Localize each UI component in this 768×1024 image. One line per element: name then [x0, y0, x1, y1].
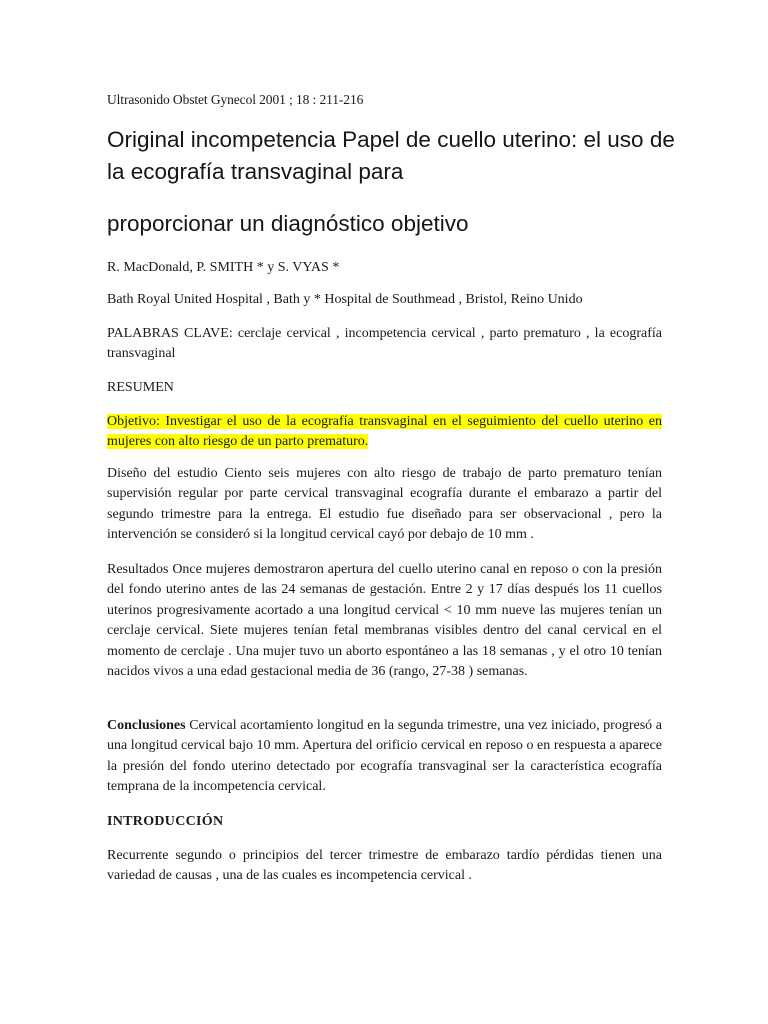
objetivo-paragraph [107, 412, 662, 453]
introduccion-heading: INTRODUCCIÓN [107, 814, 224, 829]
article-title: Original incompetencia Papel de cuello uterino: el uso de la ecografía transvaginal para [107, 127, 675, 184]
conclusiones-paragraph [107, 716, 662, 798]
conclusiones-text: Cervical acortamiento longitud en la segunda trimestre, una vez iniciado, progresó a una longitud cervical bajo 10 mm. Apertura del orificio cervical en reposo o en respuesta a aparece la presión del fondo uterino detectado por ecografía transvaginal ser la característica ecografía temprana de la incompetencia cervical. [107, 718, 662, 795]
keywords: PALABRAS CLAVE: cerclaje cervical , incompetencia cervical , parto prematuro , la ecografía transvaginal [107, 326, 662, 362]
highlighted-text: Objetivo: Investigar el uso de la ecografía transvaginal en el seguimiento del cuello uterino en mujeres con alto riesgo de un parto prematuro. [107, 414, 662, 450]
conclusiones-label: Conclusiones [107, 718, 186, 733]
authors: R. MacDonald, P. SMITH * y S. VYAS * [107, 260, 340, 275]
affiliation: Bath Royal United Hospital , Bath y * Hospital de Southmead , Bristol, Reino Unido [107, 292, 583, 307]
introduccion-paragraph: Recurrente segundo o principios del tercer trimestre de embarazo tardío pérdidas tienen una variedad de causas , una de las cuales es incompetencia cervical . [107, 848, 662, 884]
diseno-paragraph: Diseño del estudio Ciento seis mujeres con alto riesgo de trabajo de parto prematuro tenían supervisión regular por parte cervical transvaginal ecografía durante el embarazo a partir del segundo trimestre para la entrega. El estudio fue diseñado para ser observacional , pero la intervención se consideró si la longitud cervical cayó por debajo de 10 mm . [107, 466, 662, 543]
resumen-heading: RESUMEN [107, 380, 174, 395]
resultados-paragraph: Resultados Once mujeres demostraron apertura del cuello uterino canal en reposo o con la presión del fondo uterino antes de las 24 semanas de gestación. Entre 2 y 17 días después los 11 cuellos uterinos progresivamente acortado a una longitud cervical < 10 mm nueve las mujeres tenían un cerclaje cervical. Siete mujeres tenían fetal membranas visibles dentro del canal cervical en el momento de cerclaje . Una mujer tuvo un aborto espontáneo a las 18 semanas , y el otro 10 tenían nacidos vivos a una edad gestacional media de 36 (rango, 27-38 ) semanas. [107, 562, 662, 680]
journal-citation: Ultrasonido Obstet Gynecol 2001 ; 18 : 211-216 [107, 92, 364, 107]
article-title-continued: proporcionar un diagnóstico objetivo [107, 211, 469, 236]
